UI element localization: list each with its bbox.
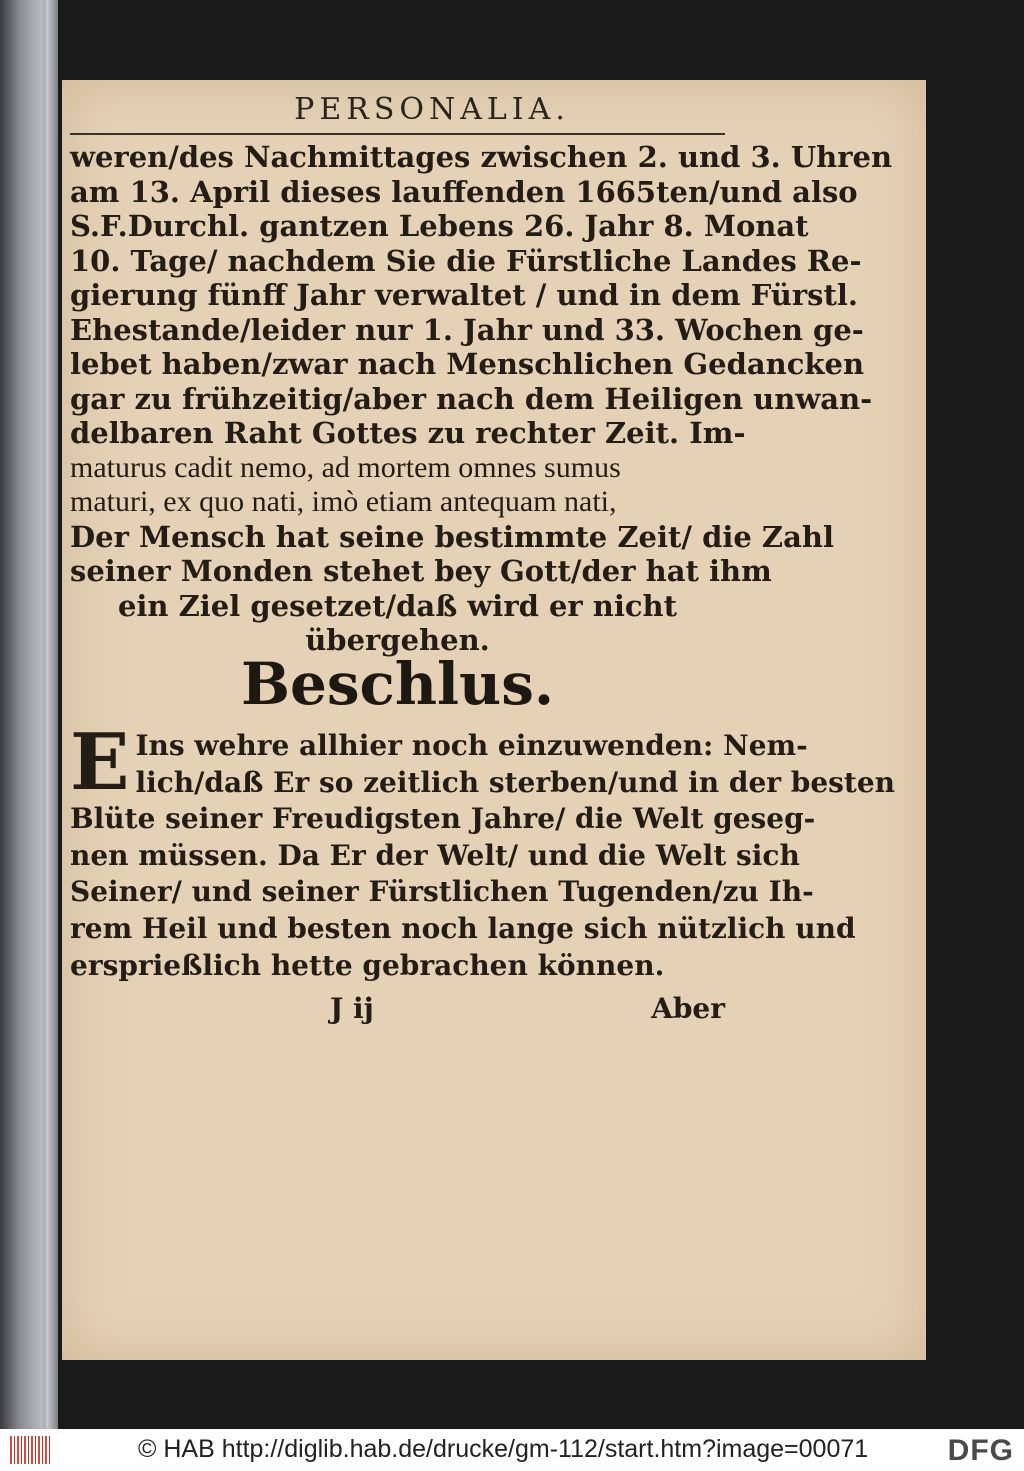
text-line: lebet haben/zwar nach Menschlichen Gedancken — [70, 347, 865, 381]
text-line: maturi, ex quo nati, imò etiam antequam nati, — [70, 485, 617, 518]
text-line: delbaren Raht Gottes zu rechter Zeit. Im- — [70, 416, 746, 450]
paragraph-line: rem Heil und besten noch lange sich nützlich und — [70, 911, 856, 945]
running-head: PERSONALIA. — [294, 92, 570, 127]
text-line: ein Ziel gesetzet/daß wird er nicht — [117, 588, 678, 623]
text-line: am 13. April dieses lauffenden 1665ten/und also — [70, 174, 858, 209]
copyright-link[interactable]: © HAB http://diglib.hab.de/drucke/gm-112/start.htm?image=00071 — [138, 1435, 869, 1463]
text-line: maturus cadit nemo, ad mortem omnes sumus — [70, 450, 621, 484]
dfg-logo: DFG — [947, 1434, 1014, 1467]
viewer-footer — [0, 1429, 1024, 1471]
drop-cap: E — [70, 717, 130, 808]
closing-paragraph — [70, 717, 896, 984]
text-line: weren/des Nachmittages zwischen 2. und 3. Uhren — [70, 140, 893, 174]
paragraph-line: ersprießlich hette gebrachen können. — [70, 948, 665, 982]
paragraph-line: Blüte seiner Freudigsten Jahre/ die Welt geseg- — [70, 802, 816, 836]
body-text — [70, 140, 893, 658]
text-line: gar zu frühzeitig/aber nach dem Heiligen unwan- — [70, 381, 873, 416]
head-rule — [70, 133, 725, 135]
paragraph-line: Ins wehre allhier noch einzuwenden: Nem- — [135, 729, 808, 762]
paragraph-line: nen müssen. Da Er der Welt/ und die Welt sich — [70, 838, 800, 872]
barcode-icon — [10, 1436, 50, 1464]
page-foot — [70, 992, 725, 1028]
catchword: Aber — [651, 992, 725, 1025]
text-line: seiner Monden stehet bey Gott/der hat ihm — [70, 554, 772, 588]
text-line: gierung fünff Jahr verwaltet / und in dem Fürstl. — [70, 278, 858, 312]
paragraph-line: lich/daß Er so zeitlich sterben/und in der besten — [135, 765, 896, 799]
paragraph-line: Seiner/ und seiner Fürstlichen Tugenden/zu Ih- — [70, 875, 814, 909]
text-line: übergehen. — [305, 623, 490, 657]
text-line: Der Mensch hat seine bestimmte Zeit/ die Zahl — [70, 519, 834, 554]
text-line: S.F.Durchl. gantzen Lebens 26. Jahr 8. Monat — [70, 209, 809, 243]
text-line: Ehestande/leider nur 1. Jahr und 33. Wochen ge- — [70, 312, 864, 347]
text-line: 10. Tage/ nachdem Sie die Fürstliche Landes Re- — [70, 243, 862, 278]
section-heading: Beschlus. — [240, 650, 555, 718]
previous-page-edge — [0, 0, 58, 1429]
signature-mark: J ij — [330, 992, 374, 1025]
